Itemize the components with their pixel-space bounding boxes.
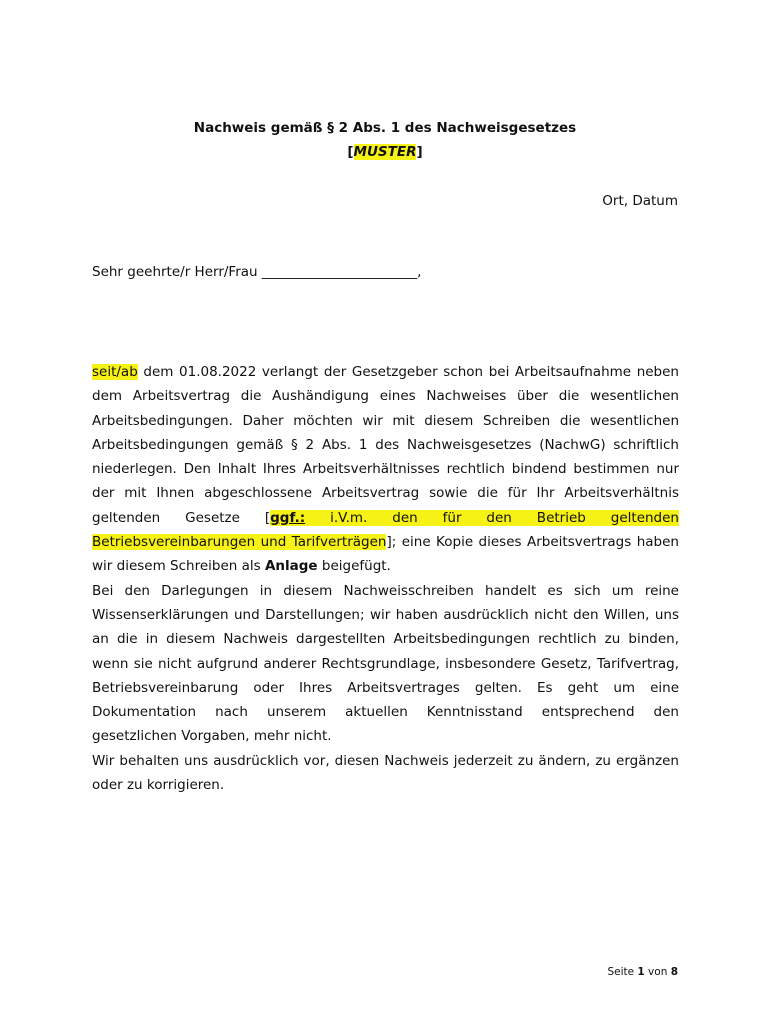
seit-ab-highlight: seit/ab xyxy=(92,364,138,380)
paragraph-1 xyxy=(92,360,679,579)
muster-label xyxy=(0,144,770,160)
page-current: 1 xyxy=(637,966,645,978)
optional-clause-text: i.V.m. den für den Betrieb geltenden Betriebsvereinbarungen und Tarifverträgen xyxy=(92,509,679,551)
anlage-label: Anlage xyxy=(264,558,318,575)
paragraph-2: Bei den Darlegungen in diesem Nachweisschreiben handelt es sich um reine Wissenserklärungen und Darstellungen; wir haben ausdrücklich nicht den Willen, uns an die in diesem Nachweis dargestellten Arbeitsbedingungen rechtlich zu binden, wenn sie nicht aufgrund anderer Rechtsgrundlage, insbesondere Gesetz, Tarifvertrag, Betriebsvereinbarung oder Ihres Arbeitsvertrages gelten. Es geht um eine Dokumentation nach unserem aktuellen Kenntnisstand entsprechend den gesetzlichen Vorgaben, mehr nicht. xyxy=(92,582,679,745)
paragraph-1-text-b: ]; eine Kopie dieses Arbeitsvertrags haben wir diesem Schreiben als xyxy=(92,534,679,575)
salutation: Sehr geehrte/r Herr/Frau _______________________, xyxy=(92,264,422,280)
von-label: von xyxy=(644,966,671,978)
muster-highlight: MUSTER xyxy=(353,144,417,160)
paragraph-1-text-a: dem 01.08.2022 verlangt der Gesetzgeber schon bei Arbeitsaufnahme neben dem Arbeitsvertrag die Aushändigung eines Nachweises über die wesentlichen Arbeitsbedingungen. Daher möchten wir mit diesem Schreiben die wesentlichen Arbeitsbedingungen gemäß § 2 Abs. 1 des Nachweisgesetzes (NachwG) schriftlich niederlegen. Den Inhalt Ihres Arbeitsverhältnisses rechtlich bindend bestimmen nur der mit Ihnen abgeschlossene Arbeitsvertrag sowie die für Ihr Arbeitsverhältnis geltenden Gesetze [ xyxy=(92,364,679,526)
bracket-close: ] xyxy=(416,144,423,160)
document-title: Nachweis gemäß § 2 Abs. 1 des Nachweisgesetzes xyxy=(193,120,577,136)
ggf-label: ggf.: xyxy=(270,509,306,526)
seite-label: Seite xyxy=(607,966,638,978)
page-total: 8 xyxy=(670,966,678,978)
bracket-open: [ xyxy=(347,144,354,160)
paragraph-3: Wir behalten uns ausdrücklich vor, diesen Nachweis jederzeit zu ändern, zu ergänzen oder zu korrigieren. xyxy=(92,752,679,794)
place-date: Ort, Datum xyxy=(602,193,678,209)
body-text xyxy=(92,360,679,797)
page-footer xyxy=(607,966,678,978)
paragraph-1-text-c: beigefügt. xyxy=(317,558,391,575)
